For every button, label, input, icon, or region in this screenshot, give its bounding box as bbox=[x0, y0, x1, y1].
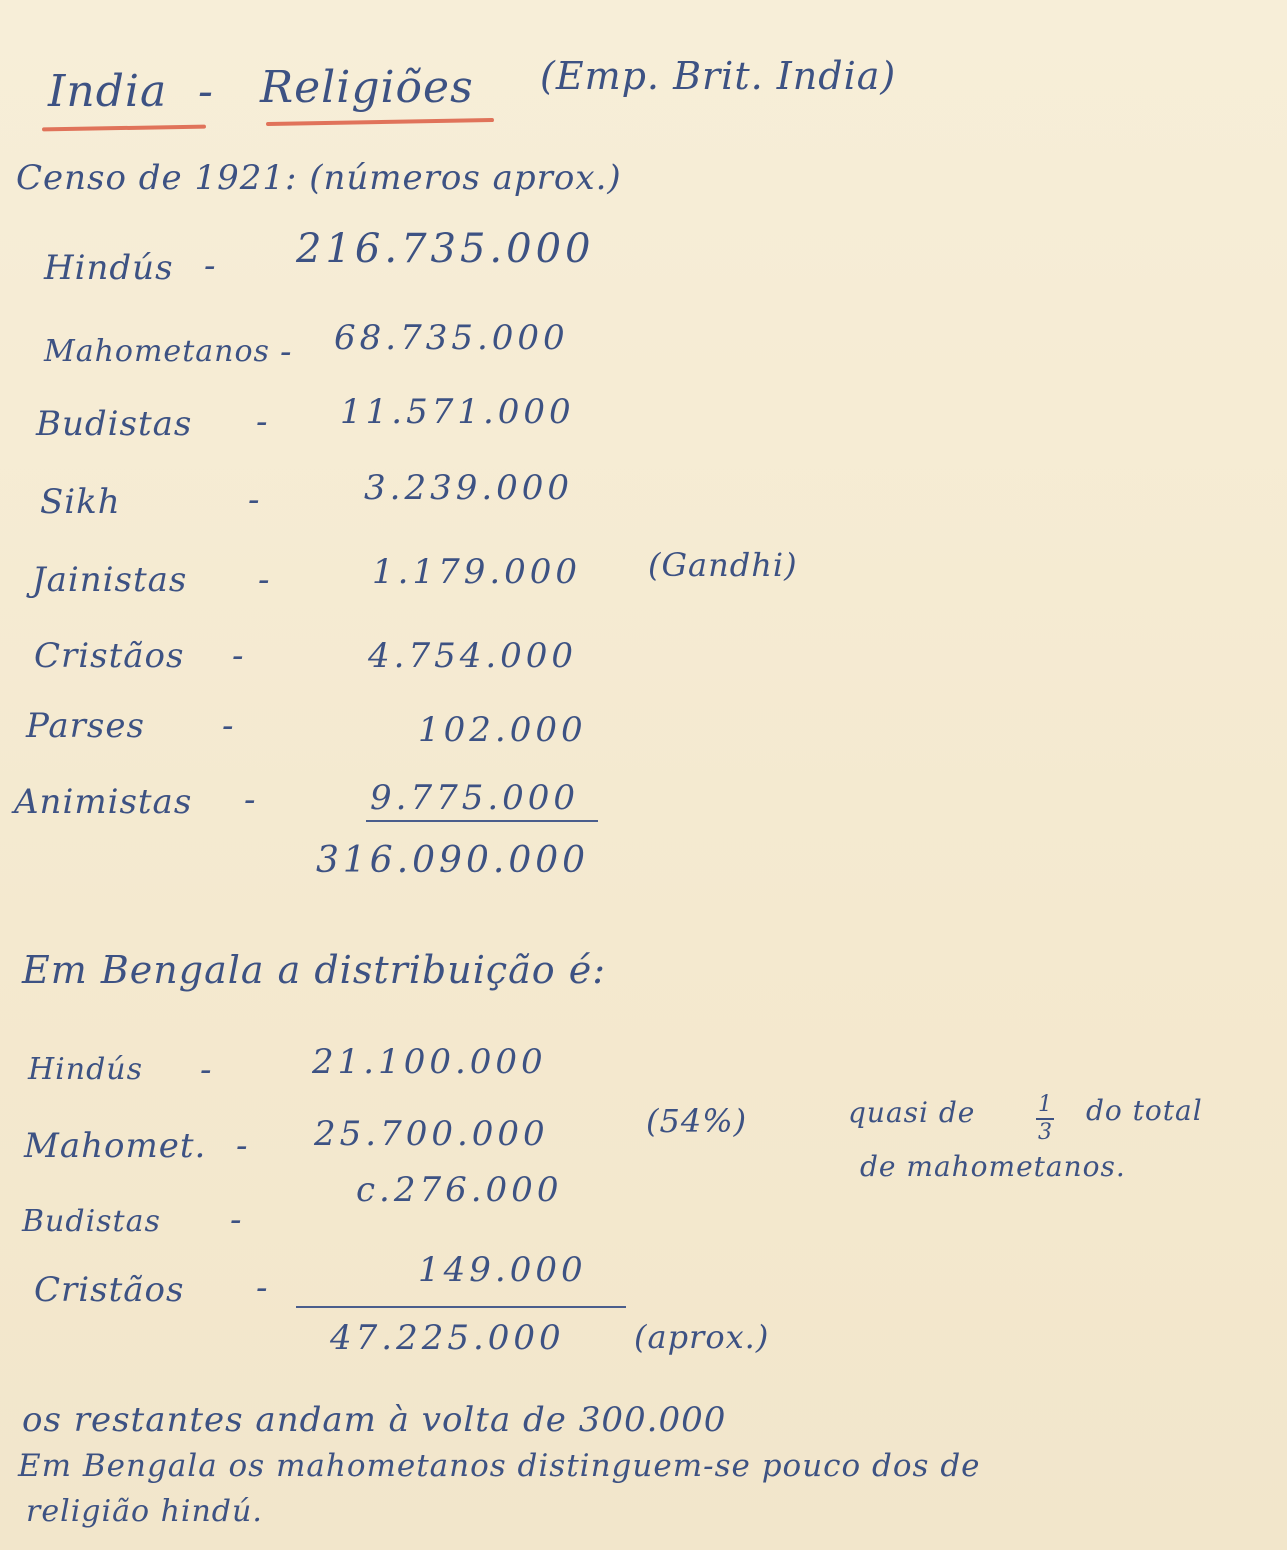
fraction-numerator: 1 bbox=[1038, 1092, 1052, 1117]
bengal-value: c.276.000 bbox=[356, 1170, 563, 1210]
title-separator: - bbox=[198, 66, 214, 117]
row-dash: - bbox=[204, 246, 217, 286]
census-note-gandhi: (Gandhi) bbox=[648, 546, 798, 584]
title-india: India bbox=[48, 66, 168, 117]
footer-line-2: Em Bengala os mahometanos distinguem-se pouco dos de bbox=[18, 1448, 981, 1484]
census-label: Budistas bbox=[36, 404, 193, 444]
row-dash: - bbox=[200, 1050, 213, 1090]
title-religioes: Religiões bbox=[260, 62, 474, 113]
census-label: Sikh bbox=[40, 482, 121, 522]
bengal-side-note-c: de mahometanos. bbox=[860, 1150, 1126, 1183]
bengal-value: 21.100.000 bbox=[312, 1042, 547, 1082]
bengal-total-note: (aprox.) bbox=[634, 1318, 770, 1356]
row-dash: - bbox=[236, 1126, 249, 1166]
one-third-fraction bbox=[1036, 1094, 1054, 1144]
bengal-side-note-a: quasi de bbox=[848, 1096, 976, 1129]
census-label: Cristãos bbox=[34, 636, 185, 676]
bengal-sum-rule bbox=[296, 1306, 626, 1308]
bengal-side-note-b: do total bbox=[1086, 1094, 1203, 1127]
row-dash: - bbox=[256, 1268, 269, 1308]
fraction-denominator: 3 bbox=[1038, 1120, 1052, 1145]
row-dash: - bbox=[232, 636, 245, 676]
census-label: Jainistas bbox=[32, 560, 188, 600]
census-value: 102.000 bbox=[418, 710, 587, 750]
census-value: 68.735.000 bbox=[334, 318, 569, 358]
bengal-label: Mahomet. bbox=[24, 1126, 207, 1166]
census-value: 4.754.000 bbox=[368, 636, 578, 676]
census-value: 9.775.000 bbox=[370, 778, 580, 818]
bengal-value: 25.700.000 bbox=[314, 1114, 549, 1154]
footer-line-1: os restantes andam à volta de 300.000 bbox=[22, 1400, 727, 1440]
census-label: Parses bbox=[26, 706, 145, 746]
bengal-heading: Em Bengala a distribuição é: bbox=[22, 948, 607, 992]
bengal-label: Cristãos bbox=[34, 1270, 185, 1310]
row-dash: - bbox=[256, 402, 269, 442]
census-value: 3.239.000 bbox=[364, 468, 574, 508]
census-value: 216.735.000 bbox=[296, 226, 595, 272]
row-dash: - bbox=[248, 480, 261, 520]
bengal-percent-note: (54%) bbox=[646, 1102, 748, 1140]
census-label: Animistas bbox=[14, 782, 193, 822]
bengal-value: 149.000 bbox=[418, 1250, 587, 1290]
census-value: 11.571.000 bbox=[340, 392, 575, 432]
footer-line-3: religião hindú. bbox=[26, 1494, 263, 1529]
title-parenthetical: (Emp. Brit. India) bbox=[540, 54, 897, 98]
row-dash: - bbox=[244, 780, 257, 820]
census-heading: Censo de 1921: (números aprox.) bbox=[16, 158, 622, 198]
census-sum-rule bbox=[366, 820, 598, 822]
census-total: 316.090.000 bbox=[316, 840, 590, 881]
row-dash: - bbox=[230, 1200, 243, 1240]
census-label: Mahometanos bbox=[44, 334, 270, 369]
bengal-label: Budistas bbox=[22, 1204, 161, 1239]
census-value: 1.179.000 bbox=[372, 552, 582, 592]
row-dash: - bbox=[280, 332, 293, 372]
bengal-label: Hindús bbox=[28, 1052, 143, 1087]
row-dash: - bbox=[222, 706, 235, 746]
census-label: Hindús bbox=[44, 248, 174, 288]
bengal-total: 47.225.000 bbox=[330, 1318, 565, 1358]
row-dash: - bbox=[258, 560, 271, 600]
